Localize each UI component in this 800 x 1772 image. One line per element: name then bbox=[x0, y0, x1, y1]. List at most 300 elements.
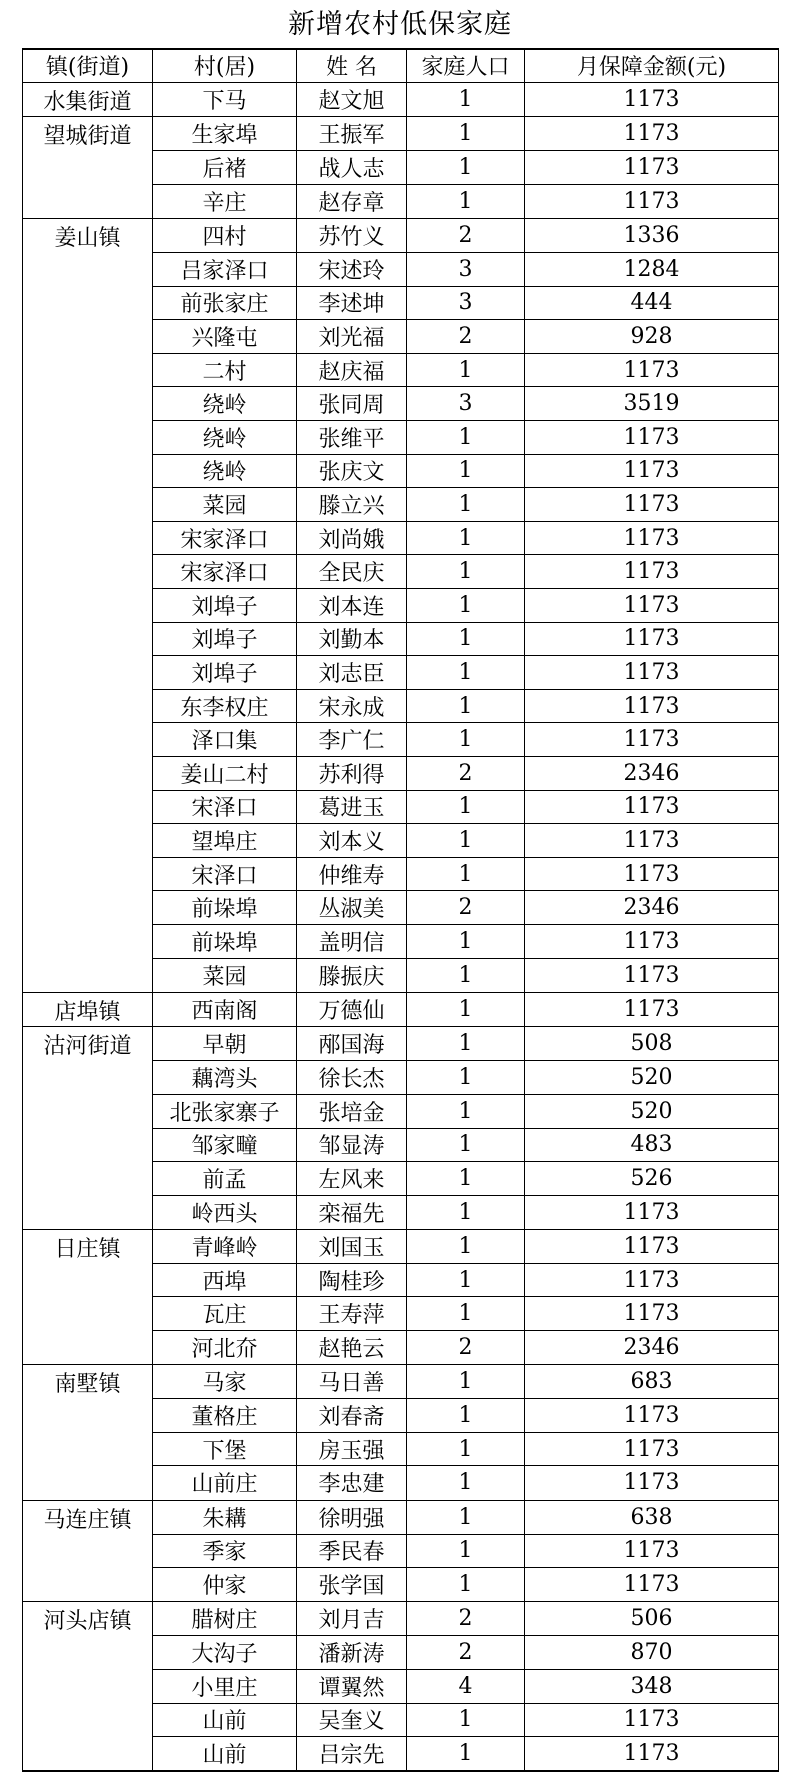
household-size-cell: 1 bbox=[407, 151, 525, 185]
household-size-cell: 1 bbox=[407, 992, 525, 1027]
header-village: 村(居) bbox=[153, 49, 297, 82]
village-cell: 山前庄 bbox=[153, 1466, 297, 1500]
name-cell: 仲维寿 bbox=[297, 857, 407, 891]
town-cell bbox=[23, 320, 153, 354]
name-cell: 刘尚娥 bbox=[297, 521, 407, 555]
town-cell bbox=[23, 387, 153, 421]
table-row bbox=[23, 1636, 779, 1670]
name-cell: 邴国海 bbox=[297, 1027, 407, 1061]
household-size-cell: 1 bbox=[407, 824, 525, 858]
village-cell: 早朝 bbox=[153, 1027, 297, 1061]
town-cell bbox=[23, 1195, 153, 1229]
household-size-cell: 1 bbox=[407, 1399, 525, 1433]
monthly-amount-cell: 1173 bbox=[525, 958, 779, 992]
town-cell: 望城街道 bbox=[23, 117, 153, 151]
name-cell: 葛进玉 bbox=[297, 790, 407, 824]
household-size-cell: 1 bbox=[407, 1703, 525, 1737]
name-cell: 万德仙 bbox=[297, 992, 407, 1027]
name-cell: 刘志臣 bbox=[297, 656, 407, 690]
name-cell: 张庆文 bbox=[297, 454, 407, 488]
table-row bbox=[23, 1094, 779, 1128]
table-row bbox=[23, 1500, 779, 1534]
table-row bbox=[23, 1670, 779, 1704]
name-cell: 滕振庆 bbox=[297, 958, 407, 992]
table-row bbox=[23, 286, 779, 320]
village-cell: 刘埠子 bbox=[153, 622, 297, 656]
monthly-amount-cell: 2346 bbox=[525, 891, 779, 925]
monthly-amount-cell: 1173 bbox=[525, 857, 779, 891]
village-cell: 前张家庄 bbox=[153, 286, 297, 320]
household-size-cell: 1 bbox=[407, 488, 525, 522]
table-row bbox=[23, 992, 779, 1027]
household-size-cell: 1 bbox=[407, 184, 525, 218]
household-size-cell: 2 bbox=[407, 218, 525, 252]
household-size-cell: 1 bbox=[407, 1094, 525, 1128]
village-cell: 后褚 bbox=[153, 151, 297, 185]
household-size-cell: 2 bbox=[407, 756, 525, 790]
name-cell: 刘月吉 bbox=[297, 1602, 407, 1636]
monthly-amount-cell: 1173 bbox=[525, 421, 779, 455]
household-size-cell: 1 bbox=[407, 1534, 525, 1568]
table-row bbox=[23, 82, 779, 117]
monthly-amount-cell: 508 bbox=[525, 1027, 779, 1061]
monthly-amount-cell: 1173 bbox=[525, 1432, 779, 1466]
monthly-amount-cell: 1173 bbox=[525, 521, 779, 555]
monthly-amount-cell: 870 bbox=[525, 1636, 779, 1670]
household-size-cell: 1 bbox=[407, 421, 525, 455]
table-row bbox=[23, 824, 779, 858]
town-cell bbox=[23, 1263, 153, 1297]
monthly-amount-cell: 1336 bbox=[525, 218, 779, 252]
name-cell: 栾福先 bbox=[297, 1195, 407, 1229]
household-size-cell: 2 bbox=[407, 1636, 525, 1670]
name-cell: 左风来 bbox=[297, 1162, 407, 1196]
town-cell bbox=[23, 1670, 153, 1704]
table-row bbox=[23, 454, 779, 488]
village-cell: 下堡 bbox=[153, 1432, 297, 1466]
village-cell: 藕湾头 bbox=[153, 1061, 297, 1095]
table-row bbox=[23, 320, 779, 354]
name-cell: 李忠建 bbox=[297, 1466, 407, 1500]
village-cell: 前孟 bbox=[153, 1162, 297, 1196]
table-row bbox=[23, 421, 779, 455]
monthly-amount-cell: 1173 bbox=[525, 992, 779, 1027]
name-cell: 李广仁 bbox=[297, 723, 407, 757]
village-cell: 朱耩 bbox=[153, 1500, 297, 1534]
name-cell: 张学国 bbox=[297, 1568, 407, 1602]
household-size-cell: 1 bbox=[407, 656, 525, 690]
household-size-cell: 2 bbox=[407, 891, 525, 925]
household-size-cell: 1 bbox=[407, 521, 525, 555]
table-row bbox=[23, 1263, 779, 1297]
village-cell: 小里庄 bbox=[153, 1670, 297, 1704]
table-row bbox=[23, 1399, 779, 1433]
town-cell bbox=[23, 1636, 153, 1670]
village-cell: 四村 bbox=[153, 218, 297, 252]
table-row bbox=[23, 1331, 779, 1365]
household-size-cell: 1 bbox=[407, 1229, 525, 1263]
table-row bbox=[23, 1466, 779, 1500]
household-size-cell: 1 bbox=[407, 622, 525, 656]
monthly-amount-cell: 1173 bbox=[525, 589, 779, 623]
table-row bbox=[23, 253, 779, 287]
table-row bbox=[23, 589, 779, 623]
town-cell bbox=[23, 353, 153, 387]
village-cell: 青峰岭 bbox=[153, 1229, 297, 1263]
table-row bbox=[23, 1061, 779, 1095]
table-row bbox=[23, 1128, 779, 1162]
table-row bbox=[23, 1568, 779, 1602]
village-cell: 姜山二村 bbox=[153, 756, 297, 790]
name-cell: 苏利得 bbox=[297, 756, 407, 790]
table-row bbox=[23, 622, 779, 656]
village-cell: 董格庄 bbox=[153, 1399, 297, 1433]
name-cell: 张同周 bbox=[297, 387, 407, 421]
household-size-cell: 1 bbox=[407, 1365, 525, 1399]
monthly-amount-cell: 1173 bbox=[525, 1737, 779, 1772]
monthly-amount-cell: 1173 bbox=[525, 1703, 779, 1737]
village-cell: 河北夼 bbox=[153, 1331, 297, 1365]
household-size-cell: 1 bbox=[407, 723, 525, 757]
town-cell bbox=[23, 1466, 153, 1500]
table-row bbox=[23, 1027, 779, 1061]
header-monthly-amount: 月保障金额(元) bbox=[525, 49, 779, 82]
household-size-cell: 1 bbox=[407, 958, 525, 992]
monthly-amount-cell: 1173 bbox=[525, 1229, 779, 1263]
household-size-cell: 1 bbox=[407, 1061, 525, 1095]
village-cell: 绕岭 bbox=[153, 421, 297, 455]
table-row bbox=[23, 1432, 779, 1466]
household-size-cell: 1 bbox=[407, 1297, 525, 1331]
town-cell bbox=[23, 723, 153, 757]
monthly-amount-cell: 2346 bbox=[525, 756, 779, 790]
household-size-cell: 1 bbox=[407, 1027, 525, 1061]
town-cell bbox=[23, 1297, 153, 1331]
village-cell: 马家 bbox=[153, 1365, 297, 1399]
name-cell: 吕宗先 bbox=[297, 1737, 407, 1772]
monthly-amount-cell: 638 bbox=[525, 1500, 779, 1534]
table-row bbox=[23, 218, 779, 252]
village-cell: 生家埠 bbox=[153, 117, 297, 151]
monthly-amount-cell: 444 bbox=[525, 286, 779, 320]
household-size-cell: 1 bbox=[407, 454, 525, 488]
town-cell bbox=[23, 1094, 153, 1128]
table-row bbox=[23, 1297, 779, 1331]
monthly-amount-cell: 1173 bbox=[525, 689, 779, 723]
table-row bbox=[23, 756, 779, 790]
monthly-amount-cell: 1173 bbox=[525, 353, 779, 387]
town-cell: 沽河街道 bbox=[23, 1027, 153, 1061]
household-size-cell: 1 bbox=[407, 857, 525, 891]
household-size-cell: 1 bbox=[407, 353, 525, 387]
monthly-amount-cell: 1173 bbox=[525, 82, 779, 117]
name-cell: 刘光福 bbox=[297, 320, 407, 354]
village-cell: 腊树庄 bbox=[153, 1602, 297, 1636]
village-cell: 刘埠子 bbox=[153, 589, 297, 623]
town-cell bbox=[23, 1568, 153, 1602]
town-cell: 南墅镇 bbox=[23, 1365, 153, 1399]
town-cell bbox=[23, 151, 153, 185]
village-cell: 宋家泽口 bbox=[153, 521, 297, 555]
household-size-cell: 1 bbox=[407, 1195, 525, 1229]
town-cell bbox=[23, 488, 153, 522]
town-cell bbox=[23, 1703, 153, 1737]
name-cell: 苏竹义 bbox=[297, 218, 407, 252]
name-cell: 丛淑美 bbox=[297, 891, 407, 925]
monthly-amount-cell: 928 bbox=[525, 320, 779, 354]
monthly-amount-cell: 1173 bbox=[525, 1466, 779, 1500]
name-cell: 李述坤 bbox=[297, 286, 407, 320]
household-size-cell: 1 bbox=[407, 82, 525, 117]
town-cell bbox=[23, 958, 153, 992]
town-cell bbox=[23, 756, 153, 790]
name-cell: 王振军 bbox=[297, 117, 407, 151]
table-row bbox=[23, 117, 779, 151]
village-cell: 前垛埠 bbox=[153, 924, 297, 958]
household-size-cell: 4 bbox=[407, 1670, 525, 1704]
household-size-cell: 1 bbox=[407, 1466, 525, 1500]
monthly-amount-cell: 1284 bbox=[525, 253, 779, 287]
monthly-amount-cell: 483 bbox=[525, 1128, 779, 1162]
table-row bbox=[23, 555, 779, 589]
table-row bbox=[23, 924, 779, 958]
village-cell: 西南阁 bbox=[153, 992, 297, 1027]
household-size-cell: 1 bbox=[407, 924, 525, 958]
town-cell: 河头店镇 bbox=[23, 1602, 153, 1636]
household-size-cell: 2 bbox=[407, 1331, 525, 1365]
name-cell: 徐明强 bbox=[297, 1500, 407, 1534]
village-cell: 辛庄 bbox=[153, 184, 297, 218]
name-cell: 季民春 bbox=[297, 1534, 407, 1568]
village-cell: 大沟子 bbox=[153, 1636, 297, 1670]
name-cell: 战人志 bbox=[297, 151, 407, 185]
table-row bbox=[23, 689, 779, 723]
household-size-cell: 1 bbox=[407, 1432, 525, 1466]
village-cell: 吕家泽口 bbox=[153, 253, 297, 287]
household-size-cell: 3 bbox=[407, 253, 525, 287]
town-cell bbox=[23, 1162, 153, 1196]
town-cell: 店埠镇 bbox=[23, 992, 153, 1027]
name-cell: 邹显涛 bbox=[297, 1128, 407, 1162]
monthly-amount-cell: 1173 bbox=[525, 1297, 779, 1331]
name-cell: 潘新涛 bbox=[297, 1636, 407, 1670]
name-cell: 张培金 bbox=[297, 1094, 407, 1128]
village-cell: 下马 bbox=[153, 82, 297, 117]
monthly-amount-cell: 1173 bbox=[525, 824, 779, 858]
monthly-amount-cell: 2346 bbox=[525, 1331, 779, 1365]
table-row bbox=[23, 1229, 779, 1263]
village-cell: 岭西头 bbox=[153, 1195, 297, 1229]
village-cell: 宋家泽口 bbox=[153, 555, 297, 589]
village-cell: 二村 bbox=[153, 353, 297, 387]
table-body bbox=[23, 82, 779, 1771]
monthly-amount-cell: 1173 bbox=[525, 924, 779, 958]
village-cell: 西埠 bbox=[153, 1263, 297, 1297]
household-size-cell: 1 bbox=[407, 689, 525, 723]
name-cell: 谭翼然 bbox=[297, 1670, 407, 1704]
header-town: 镇(街道) bbox=[23, 49, 153, 82]
town-cell bbox=[23, 454, 153, 488]
monthly-amount-cell: 1173 bbox=[525, 1195, 779, 1229]
town-cell bbox=[23, 286, 153, 320]
town-cell bbox=[23, 1432, 153, 1466]
monthly-amount-cell: 1173 bbox=[525, 555, 779, 589]
town-cell: 姜山镇 bbox=[23, 218, 153, 252]
monthly-amount-cell: 1173 bbox=[525, 454, 779, 488]
table-row bbox=[23, 1195, 779, 1229]
town-cell bbox=[23, 184, 153, 218]
table-row bbox=[23, 958, 779, 992]
household-size-cell: 2 bbox=[407, 320, 525, 354]
page-title: 新增农村低保家庭 bbox=[288, 9, 512, 40]
village-cell: 仲家 bbox=[153, 1568, 297, 1602]
town-cell bbox=[23, 1128, 153, 1162]
village-cell: 山前 bbox=[153, 1703, 297, 1737]
name-cell: 滕立兴 bbox=[297, 488, 407, 522]
town-cell bbox=[23, 1331, 153, 1365]
table-row bbox=[23, 353, 779, 387]
town-cell bbox=[23, 421, 153, 455]
table-row bbox=[23, 1162, 779, 1196]
monthly-amount-cell: 348 bbox=[525, 1670, 779, 1704]
name-cell: 全民庆 bbox=[297, 555, 407, 589]
town-cell bbox=[23, 622, 153, 656]
table-row bbox=[23, 1602, 779, 1636]
name-cell: 马日善 bbox=[297, 1365, 407, 1399]
village-cell: 山前 bbox=[153, 1737, 297, 1772]
name-cell: 宋永成 bbox=[297, 689, 407, 723]
village-cell: 兴隆屯 bbox=[153, 320, 297, 354]
monthly-amount-cell: 1173 bbox=[525, 1534, 779, 1568]
name-cell: 吴奎义 bbox=[297, 1703, 407, 1737]
household-size-cell: 1 bbox=[407, 1162, 525, 1196]
name-cell: 刘勤本 bbox=[297, 622, 407, 656]
name-cell: 刘国玉 bbox=[297, 1229, 407, 1263]
household-size-cell: 1 bbox=[407, 790, 525, 824]
town-cell bbox=[23, 689, 153, 723]
village-cell: 泽口集 bbox=[153, 723, 297, 757]
village-cell: 东李权庄 bbox=[153, 689, 297, 723]
town-cell bbox=[23, 891, 153, 925]
name-cell: 赵艳云 bbox=[297, 1331, 407, 1365]
monthly-amount-cell: 526 bbox=[525, 1162, 779, 1196]
table-row bbox=[23, 790, 779, 824]
town-cell bbox=[23, 589, 153, 623]
table-row bbox=[23, 521, 779, 555]
town-cell bbox=[23, 924, 153, 958]
monthly-amount-cell: 1173 bbox=[525, 790, 779, 824]
monthly-amount-cell: 3519 bbox=[525, 387, 779, 421]
table-row bbox=[23, 488, 779, 522]
village-cell: 邹家疃 bbox=[153, 1128, 297, 1162]
table-row bbox=[23, 1534, 779, 1568]
town-cell bbox=[23, 656, 153, 690]
town-cell bbox=[23, 521, 153, 555]
monthly-amount-cell: 1173 bbox=[525, 184, 779, 218]
household-size-cell: 1 bbox=[407, 589, 525, 623]
header-name: 姓 名 bbox=[297, 49, 407, 82]
monthly-amount-cell: 1173 bbox=[525, 622, 779, 656]
table-row bbox=[23, 387, 779, 421]
town-cell bbox=[23, 1534, 153, 1568]
household-size-cell: 1 bbox=[407, 1737, 525, 1772]
monthly-amount-cell: 506 bbox=[525, 1602, 779, 1636]
name-cell: 刘春斋 bbox=[297, 1399, 407, 1433]
header-row bbox=[23, 49, 779, 82]
town-cell bbox=[23, 790, 153, 824]
name-cell: 房玉强 bbox=[297, 1432, 407, 1466]
household-size-cell: 3 bbox=[407, 286, 525, 320]
table-row bbox=[23, 656, 779, 690]
monthly-amount-cell: 520 bbox=[525, 1061, 779, 1095]
town-cell bbox=[23, 555, 153, 589]
town-cell: 日庄镇 bbox=[23, 1229, 153, 1263]
name-cell: 赵庆福 bbox=[297, 353, 407, 387]
household-size-cell: 1 bbox=[407, 1500, 525, 1534]
header-household-size: 家庭人口 bbox=[407, 49, 525, 82]
monthly-amount-cell: 1173 bbox=[525, 488, 779, 522]
monthly-amount-cell: 520 bbox=[525, 1094, 779, 1128]
table-row bbox=[23, 891, 779, 925]
town-cell bbox=[23, 824, 153, 858]
town-cell: 马连庄镇 bbox=[23, 1500, 153, 1534]
table-row bbox=[23, 723, 779, 757]
name-cell: 盖明信 bbox=[297, 924, 407, 958]
village-cell: 北张家寨子 bbox=[153, 1094, 297, 1128]
village-cell: 瓦庄 bbox=[153, 1297, 297, 1331]
monthly-amount-cell: 683 bbox=[525, 1365, 779, 1399]
town-cell bbox=[23, 1399, 153, 1433]
table-row bbox=[23, 857, 779, 891]
name-cell: 刘本义 bbox=[297, 824, 407, 858]
village-cell: 前垛埠 bbox=[153, 891, 297, 925]
village-cell: 菜园 bbox=[153, 958, 297, 992]
name-cell: 赵文旭 bbox=[297, 82, 407, 117]
village-cell: 绕岭 bbox=[153, 454, 297, 488]
table-row bbox=[23, 184, 779, 218]
village-cell: 宋泽口 bbox=[153, 857, 297, 891]
village-cell: 望埠庄 bbox=[153, 824, 297, 858]
name-cell: 王寿萍 bbox=[297, 1297, 407, 1331]
name-cell: 宋述玲 bbox=[297, 253, 407, 287]
village-cell: 季家 bbox=[153, 1534, 297, 1568]
town-cell bbox=[23, 857, 153, 891]
name-cell: 赵存章 bbox=[297, 184, 407, 218]
village-cell: 菜园 bbox=[153, 488, 297, 522]
subsidy-table bbox=[22, 48, 779, 1772]
household-size-cell: 2 bbox=[407, 1602, 525, 1636]
town-cell: 水集街道 bbox=[23, 82, 153, 117]
name-cell: 张维平 bbox=[297, 421, 407, 455]
village-cell: 绕岭 bbox=[153, 387, 297, 421]
town-cell bbox=[23, 253, 153, 287]
village-cell: 刘埠子 bbox=[153, 656, 297, 690]
name-cell: 刘本连 bbox=[297, 589, 407, 623]
monthly-amount-cell: 1173 bbox=[525, 723, 779, 757]
table-row bbox=[23, 1703, 779, 1737]
household-size-cell: 1 bbox=[407, 555, 525, 589]
name-cell: 陶桂珍 bbox=[297, 1263, 407, 1297]
monthly-amount-cell: 1173 bbox=[525, 1399, 779, 1433]
name-cell: 徐长杰 bbox=[297, 1061, 407, 1095]
town-cell bbox=[23, 1061, 153, 1095]
household-size-cell: 1 bbox=[407, 1568, 525, 1602]
table-row bbox=[23, 151, 779, 185]
village-cell: 宋泽口 bbox=[153, 790, 297, 824]
monthly-amount-cell: 1173 bbox=[525, 151, 779, 185]
monthly-amount-cell: 1173 bbox=[525, 1263, 779, 1297]
household-size-cell: 1 bbox=[407, 117, 525, 151]
